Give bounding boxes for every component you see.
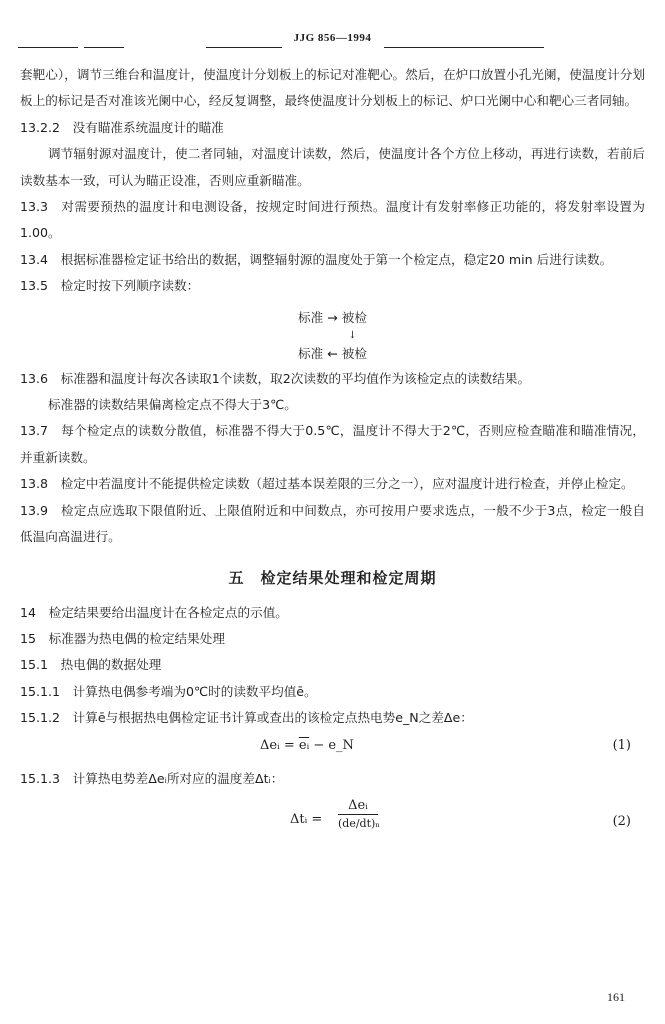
clause-heading: 13.2.2 没有瞄准系统温度计的瞄准: [20, 119, 224, 135]
fraction-numerator: Δeᵢ: [338, 798, 378, 815]
equation-1: [20, 732, 645, 766]
paragraph: 标准器的读数结果偏离检定点不得大于3℃。: [48, 397, 297, 413]
equation-body: [260, 738, 354, 753]
reading-sequence-line1: 标准 → 被检: [298, 309, 367, 325]
clause-15-1: 15.1 热电偶的数据处理: [20, 657, 162, 673]
clause-13-4: 13.4 根据标准器检定证书给出的数据，调整辐射源的温度处于第一个检定点，稳定20 min 后进行读数。: [20, 251, 613, 267]
clause-15-1-2: 15.1.2 计算ē与根据热电偶检定证书计算或查出的该检定点热电势e_N之差Δe：: [20, 710, 473, 726]
standard-number: JJG 856—1994: [293, 32, 372, 44]
header-rule: [384, 47, 544, 48]
down-arrow-icon: ↓: [348, 329, 357, 341]
clause-15-1-3: 15.1.3 计算热电势差Δeᵢ所对应的温度差Δtᵢ：: [20, 770, 284, 786]
clause-13-8: 13.8 检定中若温度计不能提供检定读数（超过基本误差限的三分之一），应对温度计进行检查，并停止检定。: [20, 476, 634, 492]
header-rule: [206, 47, 282, 48]
equation-rest: − e_N: [309, 737, 354, 753]
equation-mean-term: $\overline{eᵢ}$: [298, 737, 310, 753]
clause-14: 14 检定结果要给出温度计在各检定点的示值。: [20, 604, 288, 620]
clause-13-5: 13.5 检定时按下列顺序读数：: [20, 278, 200, 294]
reading-sequence-line2: 标准 ← 被检: [298, 345, 367, 361]
page-number: 161: [607, 990, 625, 1004]
clause-13-3: 13.3 对需要预热的温度计和电测设备，按规定时间进行预热。温度计有发射率修正功能的，将发射率设置为1.00。: [20, 199, 645, 241]
equation-number: (1): [612, 737, 631, 753]
paragraph: 套靶心），调节三维台和温度计，使温度计分划板上的标记对准靶心。然后，在炉口放置小孔光阑，使温度计分划板上的标记是否对准该光阑中心，经反复调整，最终使温度计分划板上的标记、炉口光阑中心和靶心三者同轴。: [20, 67, 645, 109]
header-rule: [84, 47, 124, 48]
fraction: [338, 797, 381, 830]
section-title: 五 检定结果处理和检定周期: [228, 568, 437, 587]
clause-15-1-1: 15.1.1 计算热电偶参考端为0℃时的读数平均值ē。: [20, 683, 317, 699]
clause-15: 15 标准器为热电偶的检定结果处理: [20, 630, 225, 646]
equation-lhs: Δeᵢ =: [260, 737, 295, 753]
equation-2: [20, 792, 645, 864]
paragraph: 调节辐射源对温度计，使二者同轴，对温度计读数，然后，使温度计各个方位上移动，再进行读数，若前后读数基本一致，可认为瞄正设准，否则应重新瞄准。: [20, 146, 645, 188]
body-text: [20, 62, 645, 864]
clause-13-9: 13.9 检定点应选取下限值附近、上限值附近和中间数点，亦可按用户要求选点，一般不少于3点，检定一般自低温向高温进行。: [20, 502, 645, 545]
equation-lhs: Δtᵢ =: [290, 811, 323, 827]
clause-13-7: 13.7 每个检定点的读数分散值，标准器不得大于0.5℃，温度计不得大于2℃，否则应检查瞄准和瞄准情况，并重新读数。: [20, 423, 645, 465]
equation-number: (2): [612, 813, 631, 829]
clause-13-6: 13.6 标准器和温度计每次各读取1个读数，取2次读数的平均值作为该检定点的读数结果。: [20, 370, 531, 386]
fraction-denominator: (de/dt)ₙ: [338, 816, 381, 830]
header-rule: [18, 47, 78, 48]
